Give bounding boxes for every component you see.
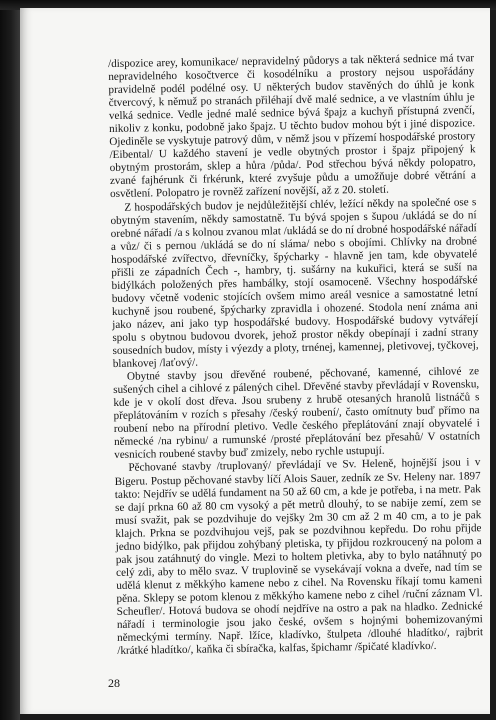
paragraph-farm-buildings: Z hospodářských budov je nejdůležitější chlév, ležící někdy na společné ose s obytným stavením, někdy samostatně. Tu bývá spojen s šupou /ukládá se do ní orebné nářadí /a s kolnou zvanou mlat /ukládá se do ní drobné hospodářské nářadí a vůz/ či s pernou /ukládá se do ní sláma/ nebo s obojími. Chlívky na drobné hospodářské zvířectvo, dřevníčky, špýcharky - hlavně jen tam, kde obyvatelé přišli ze západních Čech -, hambry, tj. sušárny na kukuřici, která se suší na bidýlkách položených přes hambálky, stojí osamoceně. Všechny hospodářské budovy včetně vodenic stojících ovšem mimo areál vesnice a samostatné letní kuchyně jsou roubené, špýcharky zpravidla i ohozené. Stodola není známa ani jako název, ani jako typ hospodářské budovy. Hospodářské budovy vytvářejí spolu s obytnou budovou dvorek, jehož prostor někdy obepínají i zadní strany sousedních budov, místy i výezdy a ploty, trnénej, kamennej, pletivovej, tyčkovej, blankovej /laťový/. <box>110 195 479 371</box>
paragraph-rammed-earth: Pěchované stavby /truplovaný/ převládají ve Sv. Heleně, hojnější jsou i v Bigeru. Postup pěchované stavby líčí Alois Sauer, zedník ze Sv. Heleny nar. 1897 takto: Nejdřív se udělá fundament na 50 až 60 cm, a kde je potřeba, i na metr. Pak se dají prkna 60 až 80 cm vysoký a pět metrů dlouhý, to se nabije zemí, zem se musí svažit, pak se pozdvihuje do vejšky 2m 30 cm až 2 m 40 cm, a to je pak klajch. Prkna se pozdvihujou vejš, pak se pozdvihnou kepředu. Do rohu přijde jedno bidýlko, pak přijdou zohýbaný pletiska, ty přijdou rozkroucený na polom a pak jsou zatáhnutý do vingle. Mezi to holtem pletivka, aby to bylo natáhnutý po celý zdi, aby to mělo svaz. V truplovině se vysekávají vokna a dveře, nad tím se udělá klenut z měkkýho kamene nebo z cihel. Na Rovensku říkají tomu kameni pěna. Sklepy se potom klenou z měkkýho kamene nebo z cihel /ruční záznam Vl. Scheufler/. Hotová budova se ohodí nejdříve na ostro a pak na hladko. Zednické nářadí i terminologie jsou jako české, ovšem s hojnými bohemizovanými německými termíny. Např. lžíce, kladívko, štulpeta /dlouhé hladítko/, rajbrit /krátké hladítko/, kaňka či sbíračka, kalfas, špichamr /špičaté kladívko/. <box>114 456 484 658</box>
paragraph-dispositions: /dispozice arey, komunikace/ nepravidelný půdorys a tak některá sednice má tvar nepravidelného kosočtverce či kosodélníku a prostory nejsou uspořádány pravidelně podél podélné osy. U některých budov stavěných do úhlů je konk čtvercový, k němuž po stranách přiléhají dvě malé sednice, a ve vlastním úhlu je velká sednice. Vedle jedné malé sednice bývá špajz a kuchyň přístupná zvenčí, nikoliv z konku, podobně jako špajz. U těchto budov mohou být i jiné dispozice. Ojediněle se vyskytuje patrový dům, v němž jsou v přízemí hospodářské prostory /Eibental/ U každého stavení je vedle obytných prostor i špajz připojený k obytným prostorám, sklep a hůra /půda/. Pod střechou bývá někdy polopatro, zvané fajhérunk či frkérunk, které zvyšuje půdu a umožňuje dobré větrání a osvětlení. Polopatro je rovněž zařízení novější, až z 20. století. <box>108 52 476 201</box>
page-number: 28 <box>108 676 120 690</box>
paragraph-dwelling-materials: Obytné stavby jsou dřevěné roubené, pěchované, kamenné, cihlové ze sušených cihel a cihlové z pálených cihel. Dřevěné stavby převládají v Rovensku, kde je v okolí dost dřeva. Jsou srubeny z hrubě otesaných hranolů listnáčů s přeplátováním v rozích s přesahy /český roubení/, často omítnuty buď přímo na roubení nebo na přírodní pletivo. Vedle českého přeplátování znají obyvatelé i německé /na rybinu/ a rumunské /prosté přeplátování bez přesahů/ V ostatních vesnicích roubené stavby buď zmizely, nebo rychle ustupují. <box>113 365 481 462</box>
body-text <box>108 52 483 658</box>
scan-dark-edge-left <box>0 0 20 720</box>
book-page <box>20 8 490 714</box>
